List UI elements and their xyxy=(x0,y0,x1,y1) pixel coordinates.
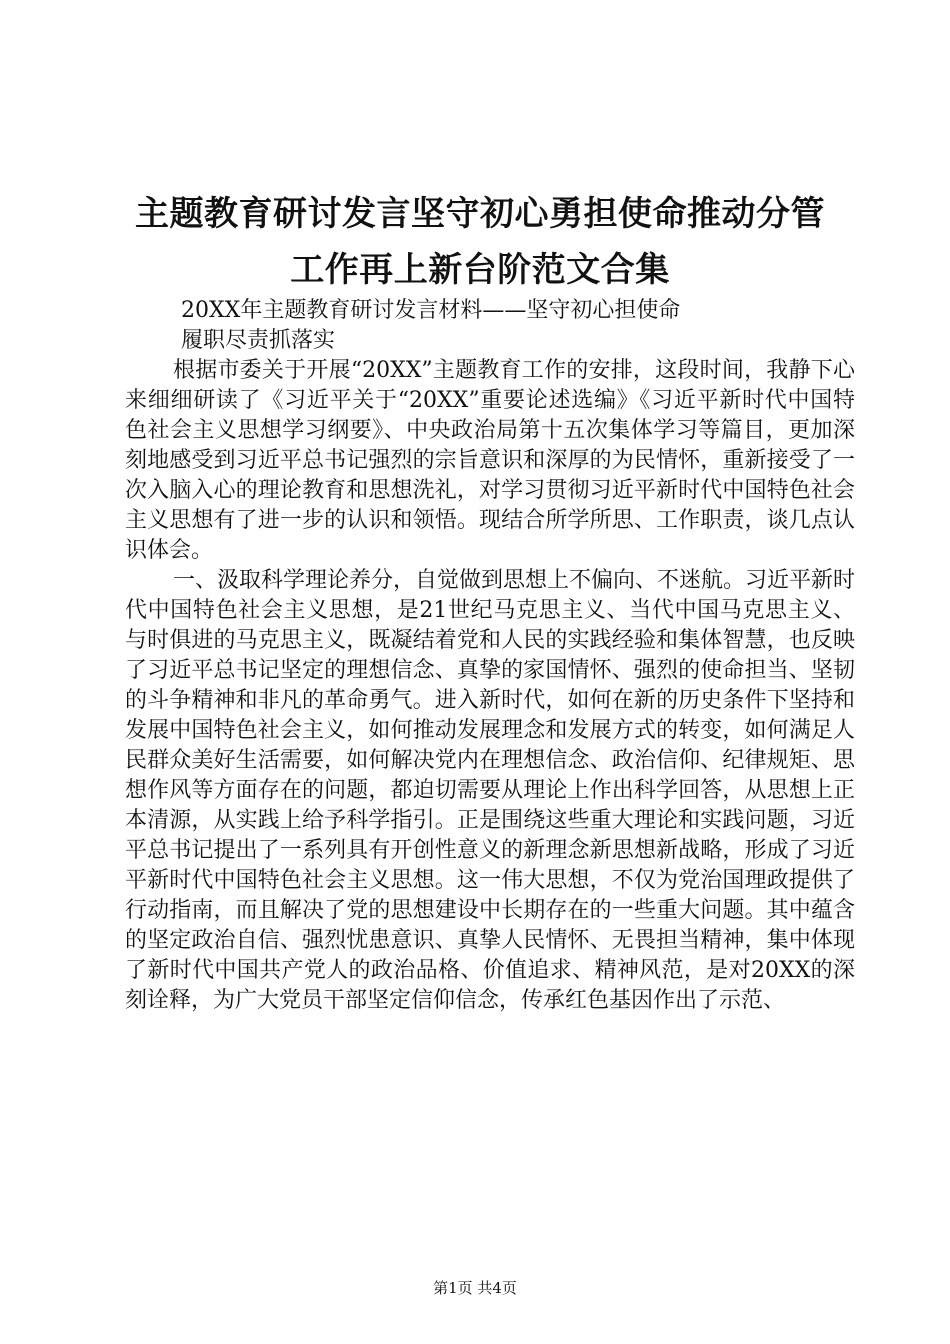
document-title xyxy=(110,186,850,298)
paragraph-intro: 根据市委关于开展“20XX”主题教育工作的安排，这段时间，我静下心来细细研读了《习近平关于“20XX”重要论述选编》《习近平新时代中国特色社会主义思想学习纲要》、中央政治局第十五次集体学习等篇目，更加深刻地感受到习近平总书记强烈的宗旨意识和深厚的为民情怀，重新接受了一次入脑入心的理论教育和思想洗礼，对学习贯彻习近平新时代中国特色社会主义思想有了进一步的认识和领悟。现结合所学所思、工作职责，谈几点认识体会。 xyxy=(125,358,855,563)
page-number-footer: 第1页 共4页 xyxy=(433,1279,517,1297)
subtitle xyxy=(125,296,855,356)
subtitle-line-2: 履职尽责抓落实 xyxy=(181,328,336,353)
subtitle-line-1: 20XX年主题教育研讨发言材料——坚守初心担使命 xyxy=(181,298,681,323)
title-line-2: 工作再上新台阶范文合集 xyxy=(290,250,670,290)
paragraph-section-1: 一、汲取科学理论养分，自觉做到思想上不偏向、不迷航。习近平新时代中国特色社会主义思想，是21世纪马克思主义、当代中国马克思主义、与时俱进的马克思主义，既凝结着党和人民的实践经验和集体智慧，也反映了习近平总书记坚定的理想信念、真挚的家国情怀、强烈的使命担当、坚韧的斗争精神和非凡的革命勇气。进入新时代，如何在新的历史条件下坚持和发展中国特色社会主义，如何推动发展理念和发展方式的转变，如何满足人民群众美好生活需要，如何解决党内在理想信念、政治信仰、纪律规矩、思想作风等方面存在的问题，都迫切需要从理论上作出科学回答，从思想上正本清源，从实践上给予科学指引。正是围绕这些重大理论和实践问题，习近平总书记提出了一系列具有开创性意义的新理念新思想新战略，形成了习近平新时代中国特色社会主义思想。这一伟大思想，不仅为党治国理政提供了行动指南，而且解决了党的思想建设中长期存在的一些重大问题。其中蕴含的坚定政治自信、强烈忧患意识、真挚人民情怀、无畏担当精神，集中体现了新时代中国共产党人的政治品格、价值追求、精神风范，是对20XX的深刻诠释，为广大党员干部坚定信仰信念，传承红色基因作出了示范、 xyxy=(125,568,856,1013)
title-line-1: 主题教育研讨发言坚守初心勇担使命推动分管 xyxy=(135,194,825,234)
document-body xyxy=(125,296,855,1016)
